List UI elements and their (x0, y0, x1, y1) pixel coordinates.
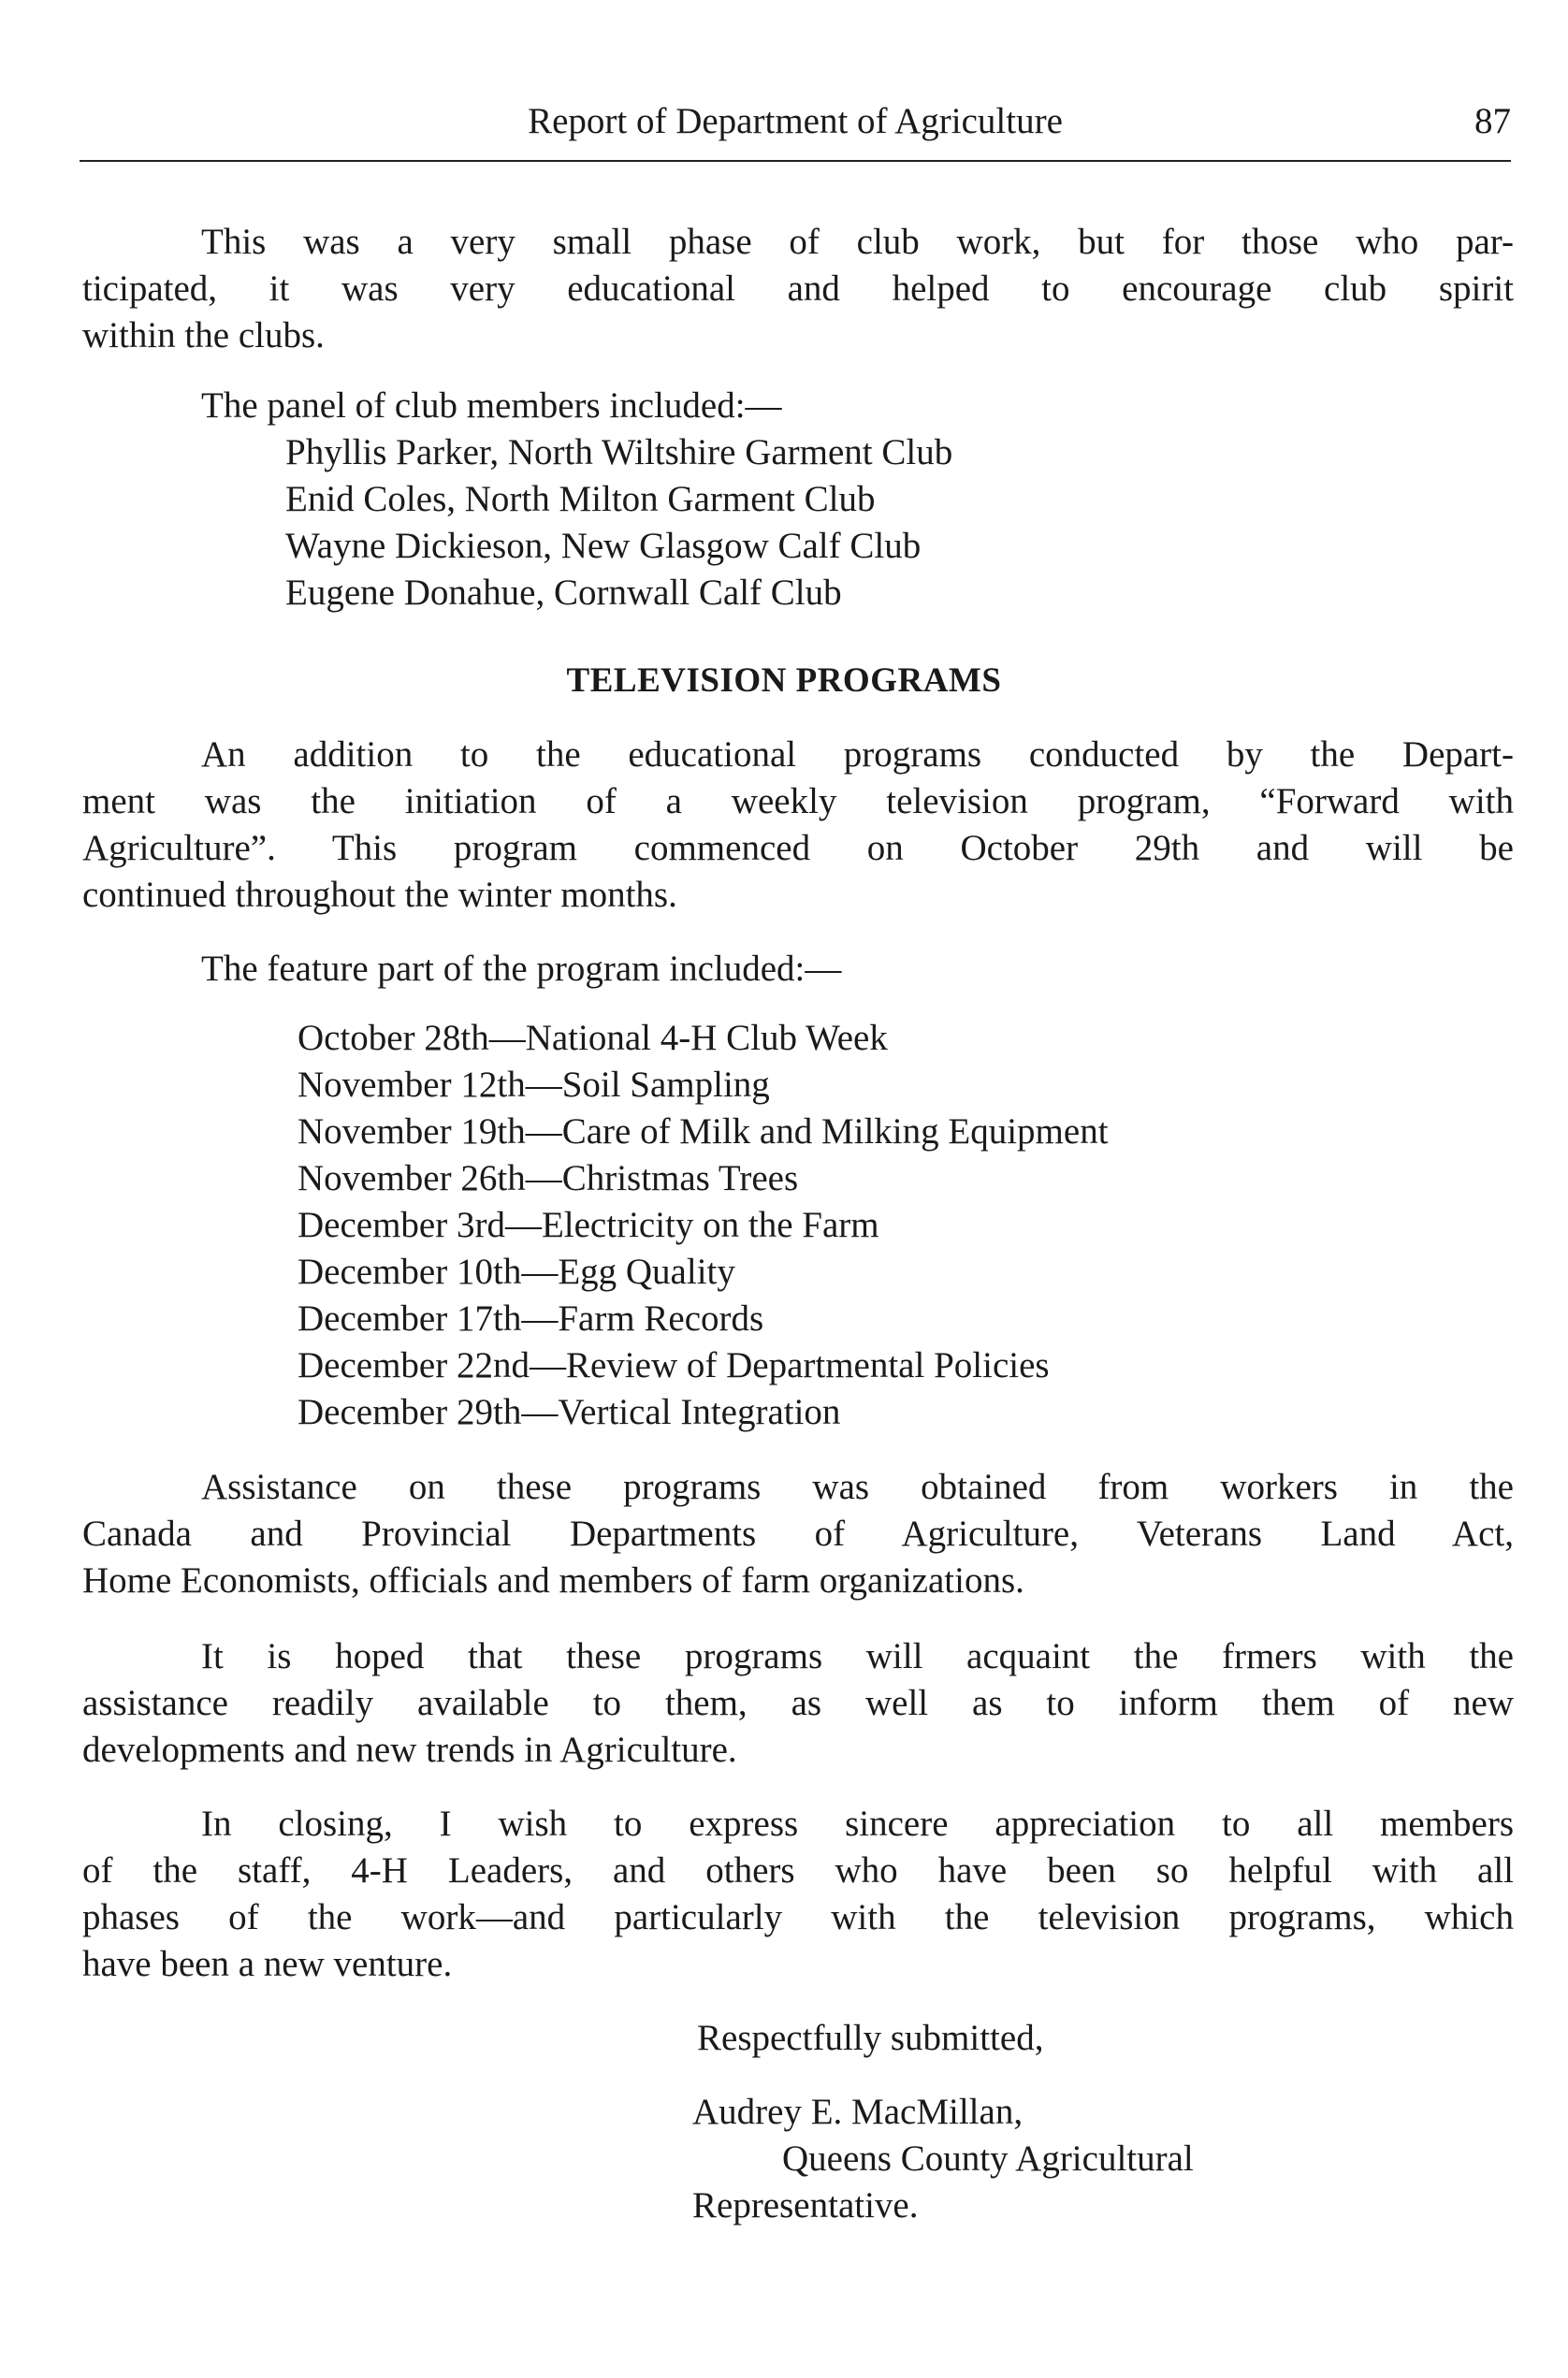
feature-schedule-list (298, 1015, 1109, 1436)
list-item: November 12th—Soil Sampling (298, 1065, 770, 1105)
running-header (80, 94, 1511, 150)
closing-paragraph (82, 1801, 1514, 1988)
paragraph-line: continued throughout the winter months. (82, 875, 677, 915)
paragraph-line: developments and new trends in Agriculture. (82, 1730, 737, 1770)
paragraph-line: phases of the work—and particularly with the television programs, which (82, 1897, 1514, 1937)
list-item: December 3rd—Electricity on the Farm (298, 1205, 879, 1245)
signature-name: Audrey E. MacMillan, (692, 2092, 1024, 2132)
paragraph-line: In closing, I wish to express sincere appreciation to all members (201, 1804, 1514, 1844)
panel-members-list (285, 429, 952, 616)
list-item: December 22nd—Review of Departmental Policies (298, 1345, 1050, 1385)
intro-paragraph (82, 219, 1514, 359)
paragraph-line: Canada and Provincial Departments of Agriculture, Veterans Land Act, (82, 1514, 1514, 1554)
paragraph-line: ticipated, it was very educational and helped to encourage club spirit (82, 268, 1514, 309)
list-item: December 17th—Farm Records (298, 1298, 764, 1339)
paragraph-line: An addition to the educational programs conducted by the Depart- (201, 734, 1514, 775)
paragraph-line: of the staff, 4-H Leaders, and others who have been so helpful with all (82, 1850, 1514, 1891)
paragraph-line: Assistance on these programs was obtained from workers in the (201, 1467, 1514, 1507)
paragraph-line: ment was the initiation of a weekly television program, “Forward with (82, 781, 1514, 821)
paragraph-line: It is hoped that these programs will acquaint the frmers with the (201, 1636, 1514, 1676)
list-item: Enid Coles, North Milton Garment Club (285, 479, 876, 519)
feature-intro: The feature part of the program included:— (201, 949, 842, 989)
list-item: December 29th—Vertical Integration (298, 1392, 841, 1432)
section-heading: TELEVISION PROGRAMS (566, 661, 1002, 700)
panel-intro: The panel of club members included:— (201, 385, 782, 426)
list-item: Eugene Donahue, Cornwall Calf Club (285, 573, 842, 613)
paragraph-line: This was a very small phase of club work, but for those who par- (201, 222, 1514, 262)
list-item: Phyllis Parker, North Wiltshire Garment Club (285, 432, 953, 472)
paragraph-line: Agriculture”. This program commenced on October 29th and will be (82, 828, 1514, 868)
list-item: October 28th—National 4-H Club Week (298, 1018, 888, 1058)
assistance-paragraph (82, 1464, 1514, 1604)
tv-paragraph (82, 732, 1514, 919)
page-number: 87 (1474, 101, 1511, 141)
list-item: November 19th—Care of Milk and Milking Equipment (298, 1111, 1109, 1152)
signature-title-line1: Queens County Agricultural (782, 2139, 1194, 2179)
list-item: Wayne Dickieson, New Glasgow Calf Club (285, 526, 922, 566)
signature-title-line2: Representative. (692, 2185, 919, 2226)
list-item: December 10th—Egg Quality (298, 1252, 735, 1292)
header-rule (80, 160, 1511, 162)
hope-paragraph (82, 1633, 1514, 1774)
paragraph-line: assistance readily available to them, as well as to inform them of new (82, 1683, 1514, 1723)
list-item: November 26th—Christmas Trees (298, 1158, 799, 1198)
paragraph-line: Home Economists, officials and members of farm organizations. (82, 1560, 1024, 1601)
paragraph-line: within the clubs. (82, 315, 325, 355)
signature-salutation: Respectfully submitted, (697, 2018, 1044, 2058)
paragraph-line: have been a new venture. (82, 1944, 453, 1984)
header-title: Report of Department of Agriculture (528, 101, 1063, 141)
